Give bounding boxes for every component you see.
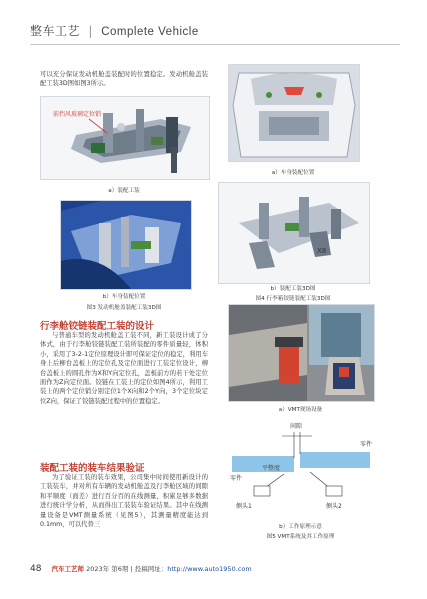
fig4a-caption: a）车身装配位置 <box>271 170 315 176</box>
fig3a-callout: 前挡风玻璃定位销 <box>53 111 102 118</box>
header-cn-title: 整车工艺 <box>30 24 81 38</box>
intro-paragraph: 可以充分保证发动机舱盖装配时的位置稳定。发动机舱盖装配工装3D图如图3所示。 <box>40 71 208 88</box>
diagram-head2-label: 侧头2 <box>326 503 342 510</box>
fig5-caption: 图5 VMT系统及其工作原理 <box>266 534 335 540</box>
diagram-gap-label: 间隙 <box>290 423 303 430</box>
header-en-title: Complete Vehicle <box>101 26 199 38</box>
fig3b-vehicle-illustration <box>61 201 191 289</box>
footer-site-label: 投稿网址 <box>134 565 161 573</box>
header-separator: | <box>88 24 93 38</box>
fig3b-caption: b）车身装配位置 <box>102 294 146 300</box>
fig3-caption: 图3 发动机舱盖装配工装3D图 <box>86 305 162 311</box>
diagram-flushness-label: 平整度 <box>262 465 281 472</box>
page-number: 48 <box>30 564 42 574</box>
section-heading-trunk-hinge: 行李舱铰链装配工装的设计 <box>40 321 155 332</box>
fig4b-fixture-illustration <box>219 183 369 283</box>
section-body-validation: 为了验证工装的装车效果，公司集中时间使用新设计的工装装车，并对所有车辆的发动机舱盖及行李舱区域的间隙和平顺度（面差）进行百分百的在线测量，积累足够多数据进行统计学分析，从而得出工装装车验证结果。其中在线测量设备是VMT测量系统（见图5），其测量精度能达到0.1mm，可以代替三 <box>40 474 208 529</box>
section-body-trunk-hinge: 与普通车型的发动机舱盖工装不同，新工装设计成了分体式，由于行李舱铰链装配工装所装配的零件质量轻，体积小，采用了3-2-1定位原理设计即可保证定位的稳定，利用车身上后柳台盖板上的定位孔及定位面进行工装定位设计，柳台盖板上的圆孔作为X和Y向定位孔，盖板前方的若干处定位面作为Z向定位面。铰链在工装上的定位如图4所示，利用工装上的两个定位销分别定位1个X向和2个Y向，3个定位块定位Z向，保证了铰链装配过程中的位置稳定。 <box>40 332 208 405</box>
fig5a-image <box>228 304 375 402</box>
section-heading-validation: 装配工装的装车结果验证 <box>40 463 145 474</box>
fig5b-measurement-diagram <box>222 418 387 518</box>
fig5b-diagram <box>222 418 387 518</box>
footer-separator: | <box>130 565 135 573</box>
header-rule <box>30 44 400 45</box>
fig3b-image <box>60 200 192 290</box>
diagram-part-right-label: 零件 <box>360 441 373 448</box>
fig4b-image <box>218 182 370 284</box>
fig5b-caption: b）工作原理示意 <box>279 524 322 530</box>
fig3a-caption: a）装配工装 <box>108 188 140 194</box>
fig4b-x8-label: X8 <box>317 247 327 255</box>
fig3a-image <box>40 96 210 180</box>
diagram-head1-label: 侧头1 <box>236 503 252 510</box>
journal-name: 汽车工艺师 <box>51 565 85 573</box>
journal-issue: 2023年 第6期 <box>86 565 129 573</box>
fig4a-image <box>228 64 360 162</box>
fig5a-caption: a）VMT现场设备 <box>278 407 323 413</box>
footer-site-url[interactable]: ：http://www.auto1950.com <box>160 565 252 573</box>
page-footer <box>30 564 252 574</box>
fig4b-caption: b）装配工装3D图 <box>270 286 316 292</box>
fig5a-vmt-photo-illustration <box>229 305 374 401</box>
diagram-part-left-label: 零件 <box>230 475 243 482</box>
fig4-caption: 图4 行李箱铰链装配工装3D图 <box>255 296 331 302</box>
fig4a-vehicle-rear-illustration <box>229 65 359 161</box>
running-header <box>30 22 199 39</box>
